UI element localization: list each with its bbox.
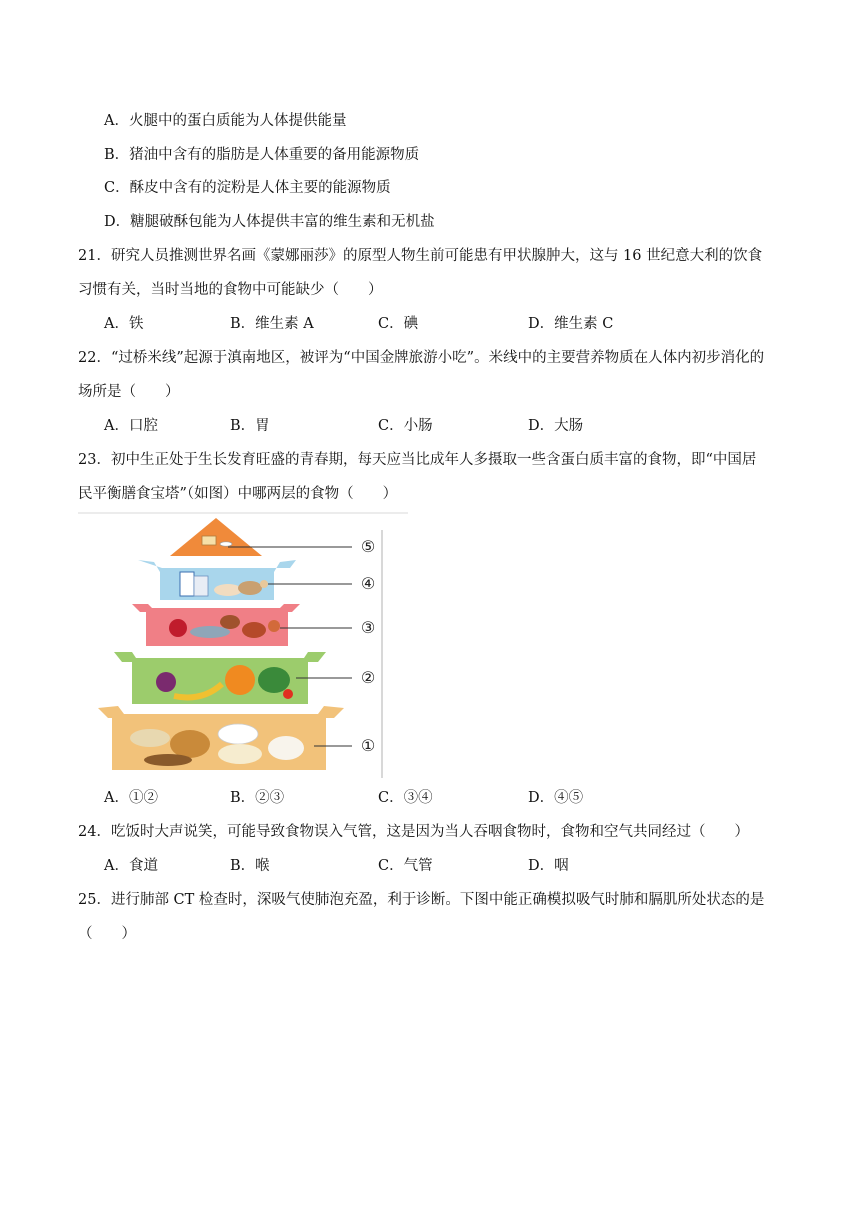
q21-option-b: B．维生素 A: [230, 316, 314, 332]
q24-stem-line1: 24．吃饭时大声说笑，可能导致食物误入气管，这是因为当人吞咽食物时，食物和空气共同经过（ ）: [78, 824, 749, 840]
pyramid-level-3: [132, 604, 300, 646]
pyramid-level-2: [114, 652, 326, 704]
q22-stem-line2: 场所是（ ）: [78, 384, 180, 400]
q25-stem-line1: 25．进行肺部 CT 检查时，深吸气使肺泡充盈，利于诊断。下图中能正确模拟吸气时肺和膈肌所处状态的是: [78, 892, 765, 908]
q23-stem-line2: 民平衡膳食宝塔”（如图）中哪两层的食物（ ）: [78, 486, 398, 502]
q23-option-c: C．③④: [378, 790, 433, 806]
q24-option-a: A．食道: [104, 858, 158, 874]
q20-option-b: B．猪油中含有的脂肪是人体重要的备用能源物质: [104, 147, 420, 163]
q20-option-d: D．糖腿破酥包能为人体提供丰富的维生素和无机盐: [104, 214, 435, 230]
pyramid-level-5: [170, 518, 262, 556]
food-pyramid-figure: [78, 512, 410, 780]
q23-option-d: D．④⑤: [528, 790, 584, 806]
pyramid-label-2: ②: [360, 668, 376, 687]
q23-option-b: B．②③: [230, 790, 285, 806]
q23-option-a: A．①②: [104, 790, 158, 806]
pyramid-level-4: [138, 560, 296, 600]
q21-option-a: A．铁: [104, 316, 144, 332]
q25-stem-line2: （ ）: [78, 926, 136, 942]
pyramid-level-1: [98, 706, 344, 770]
q21-stem-line2: 习惯有关，当时当地的食物中可能缺少（ ）: [78, 282, 383, 298]
q20-option-c: C．酥皮中含有的淀粉是人体主要的能源物质: [104, 180, 391, 196]
q22-stem-line1: 22．“过桥米线”起源于滇南地区，被评为“中国金牌旅游小吃”。米线中的主要营养物质在人体内初步消化的: [78, 350, 765, 366]
q22-option-a: A．口腔: [104, 418, 158, 434]
q22-option-c: C．小肠: [378, 418, 433, 434]
q22-option-d: D．大肠: [528, 418, 584, 434]
q22-option-b: B．胃: [230, 418, 270, 434]
q20-option-a: A．火腿中的蛋白质能为人体提供能量: [104, 113, 347, 129]
q23-stem-line1: 23．初中生正处于生长发育旺盛的青春期，每天应当比成年人多摄取一些含蛋白质丰富的食物，即“中国居: [78, 452, 757, 468]
q21-option-d: D．维生素 C: [528, 316, 614, 332]
q24-option-c: C．气管: [378, 858, 433, 874]
q21-stem-line1: 21．研究人员推测世界名画《蒙娜丽莎》的原型人物生前可能患有甲状腺肿大，这与 16 世纪意大利的饮食: [78, 248, 763, 264]
pyramid-label-4: ④: [360, 574, 376, 593]
q21-option-c: C．碘: [378, 316, 419, 332]
pyramid-label-5: ⑤: [360, 537, 376, 556]
pyramid-label-1: ①: [360, 736, 376, 755]
pyramid-label-3: ③: [360, 618, 376, 637]
q24-option-b: B．喉: [230, 858, 270, 874]
q24-option-d: D．咽: [528, 858, 569, 874]
